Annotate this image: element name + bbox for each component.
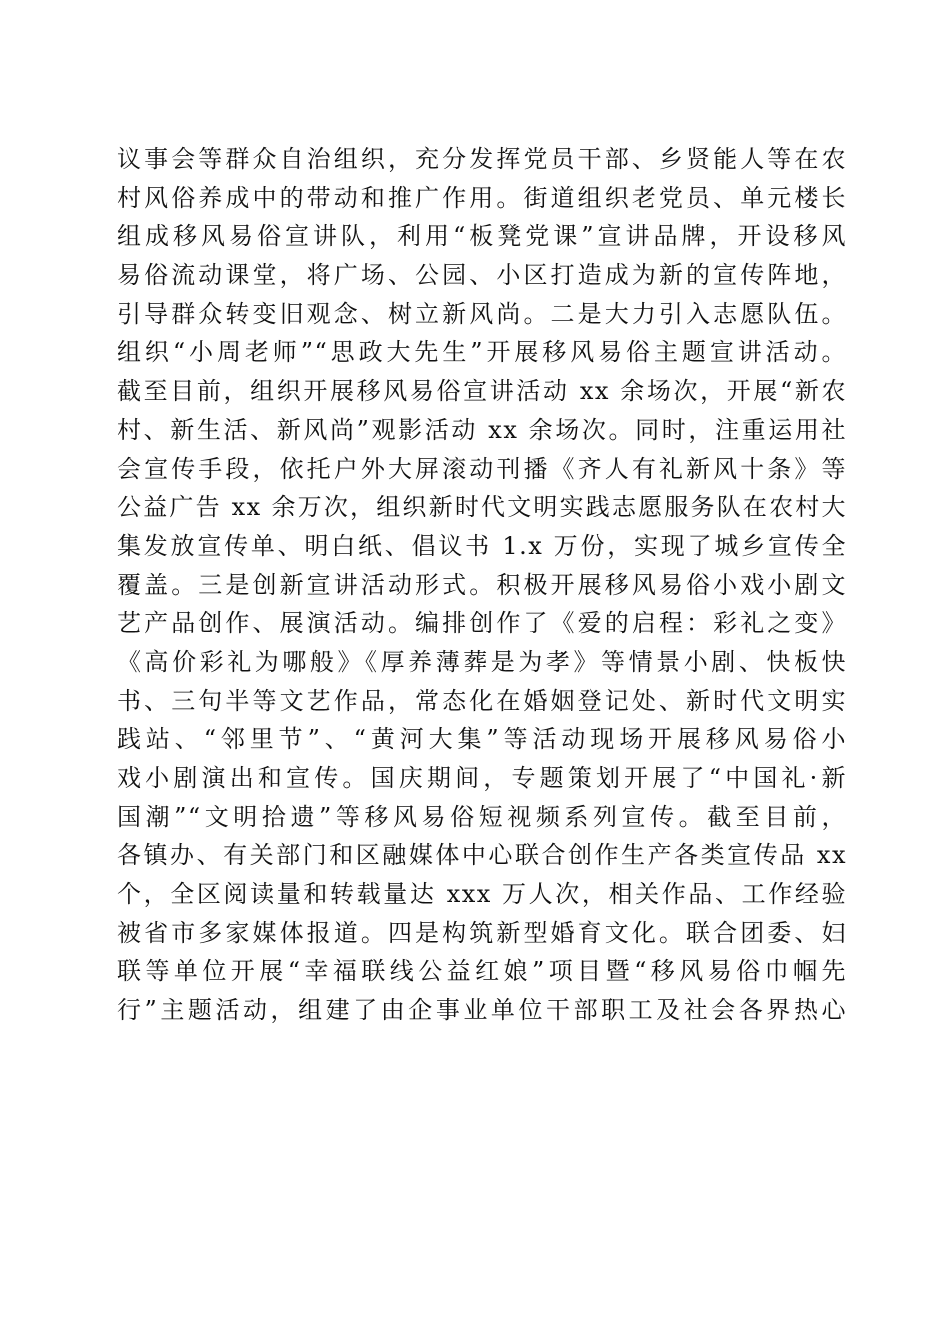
text-line: 会宣传手段，依托户外大屏滚动刊播《齐人有礼新风十条》等 [117,454,847,483]
text-line: 组织“小周老师”“思政大先生”开展移风易俗主题宣讲活动。 [117,338,847,367]
text-line: 组成移风易俗宣讲队，利用“板凳党课”宣讲品牌，开设移风 [117,222,847,251]
text-line: 践站、“邻里节”、“黄河大集”等活动现场开展移风易俗小 [117,725,847,754]
text-line: 被省市多家媒体报道。四是构筑新型婚育文化。联合团委、妇 [117,918,847,947]
text-line: 个，全区阅读量和转载量达 xxx 万人次，相关作品、工作经验 [117,880,847,909]
text-line: 覆盖。三是创新宣讲活动形式。积极开展移风易俗小戏小剧文 [117,570,847,599]
text-line: 各镇办、有关部门和区融媒体中心联合创作生产各类宣传品 xx [117,841,847,870]
text-line: 村风俗养成中的带动和推广作用。街道组织老党员、单元楼长 [117,183,847,212]
text-line: 艺产品创作、展演活动。编排创作了《爱的启程：彩礼之变》 [117,609,847,638]
text-line: 行”主题活动，组建了由企事业单位干部职工及社会各界热心 [117,996,847,1025]
text-line: 引导群众转变旧观念、树立新风尚。二是大力引入志愿队伍。 [117,299,847,328]
text-line: 集发放宣传单、明白纸、倡议书 1.x 万份，实现了城乡宣传全 [117,531,847,560]
text-line: 戏小剧演出和宣传。国庆期间，专题策划开展了“中国礼·新 [117,764,847,792]
text-line: 《高价彩礼为哪般》《厚养薄葬是为孝》等情景小剧、快板快 [117,647,847,676]
text-line: 国潮”“文明拾遗”等移风易俗短视频系列宣传。截至目前， [117,802,847,831]
text-line: 易俗流动课堂，将广场、公园、小区打造成为新的宣传阵地， [117,261,847,290]
text-line: 联等单位开展“幸福联线公益红娘”项目暨“移风易俗巾帼先 [117,957,847,986]
text-line: 书、三句半等文艺作品，常态化在婚姻登记处、新时代文明实 [117,686,847,715]
body-paragraph [117,140,847,1030]
text-line: 村、新生活、新风尚”观影活动 xx 余场次。同时，注重运用社 [117,415,847,444]
text-line: 截至目前，组织开展移风易俗宣讲活动 xx 余场次，开展“新农 [117,377,847,406]
text-line: 议事会等群众自治组织，充分发挥党员干部、乡贤能人等在农 [117,145,847,173]
text-line: 公益广告 xx 余万次，组织新时代文明实践志愿服务队在农村大 [117,493,847,522]
